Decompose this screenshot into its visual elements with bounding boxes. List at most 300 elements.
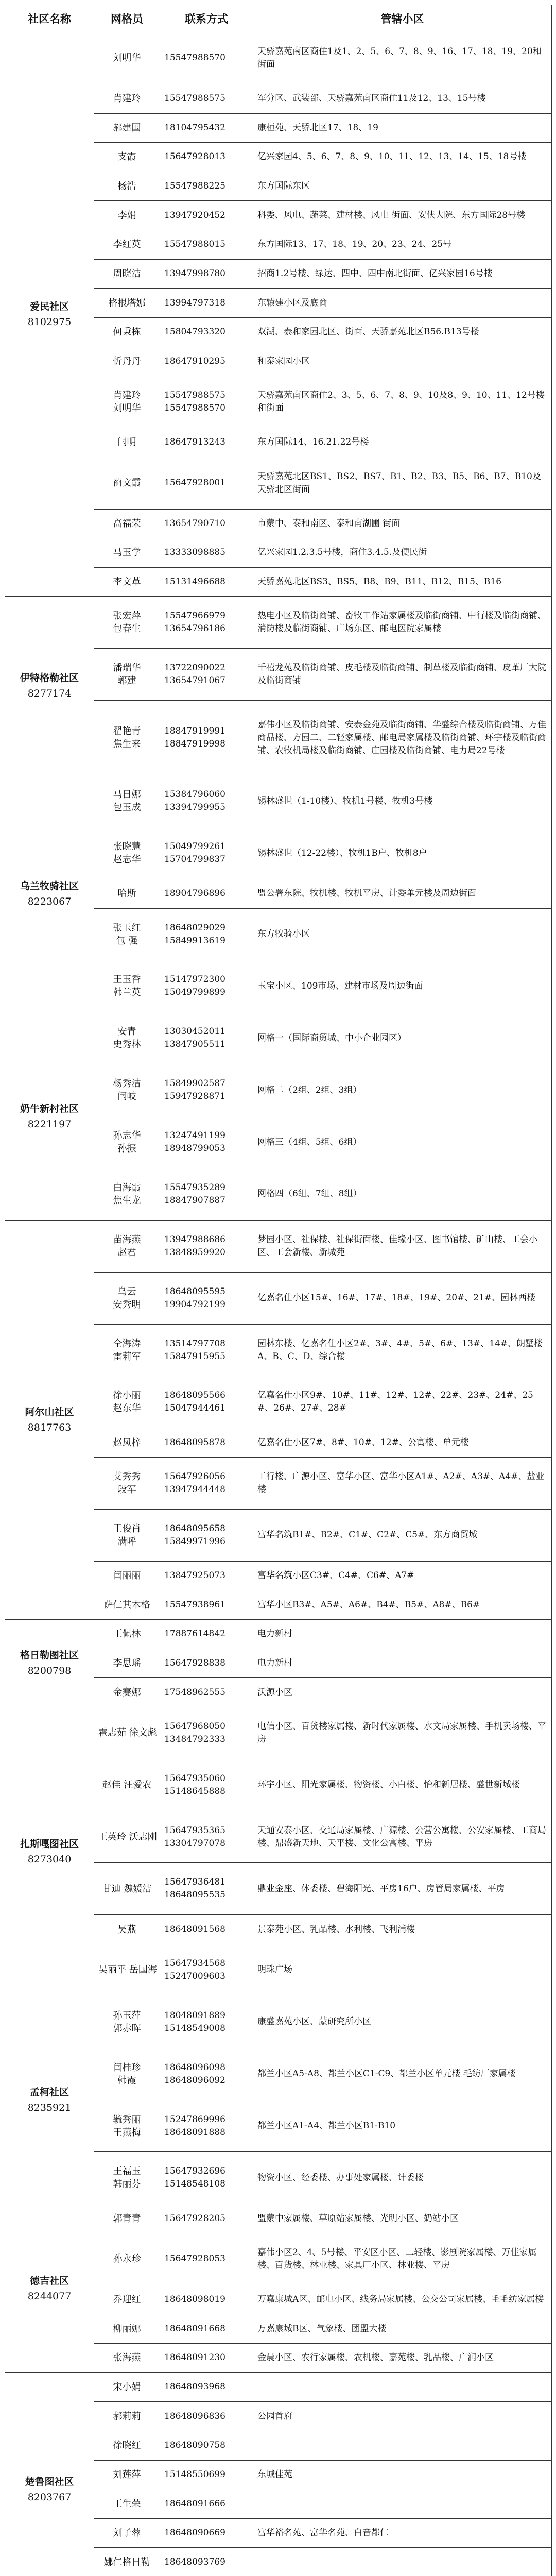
phone-number: 18648091568 — [164, 1924, 225, 1935]
grid-staff-name: 赵君 — [117, 1247, 136, 1258]
grid-staff-cell — [94, 2460, 160, 2489]
grid-staff-cell — [94, 879, 160, 908]
managed-area-cell: 万嘉康城B区、气象楼、团盟大楼 — [253, 2314, 552, 2344]
phone-number: 13994797318 — [164, 297, 225, 308]
table-row — [5, 775, 552, 827]
phone-number: 17548962555 — [164, 1687, 225, 1698]
grid-staff-name: 金赛娜 — [113, 1687, 141, 1698]
grid-staff-name: 郭赤晖 — [113, 2023, 141, 2034]
grid-staff-cell — [94, 1168, 160, 1220]
managed-area-cell: 环宇小区、阳光家属楼、物资楼、小白楼、怡和新居楼、盛世新城楼 — [253, 1759, 552, 1811]
managed-area-cell — [253, 2548, 552, 2576]
grid-staff-cell — [94, 2152, 160, 2204]
managed-area-cell: 东辕建小区及底商 — [253, 289, 552, 318]
community-cell — [5, 597, 94, 775]
table-row — [5, 1619, 552, 1649]
managed-area-cell: 双湖、泰和家园北区、街面、天骄嘉苑北区B56.B13号楼 — [253, 317, 552, 347]
managed-area-cell: 锡林盛世（1-10楼）、牧机1号楼、牧机3号楼 — [253, 775, 552, 827]
grid-staff-name: 苗海燕 — [113, 1234, 141, 1245]
grid-staff-cell — [94, 1707, 160, 1759]
phone-number: 18648091666 — [164, 2498, 225, 2509]
phone-number: 15849971996 — [164, 1536, 225, 1547]
grid-staff-cell — [94, 1649, 160, 1678]
phone-number: 13722090022 — [164, 663, 225, 673]
grid-staff-name: 刘子蓉 — [113, 2528, 141, 2539]
community-phone-code: 8235921 — [27, 2102, 72, 2114]
managed-area-cell: 物资小区、经委楼、办事处家属楼、计委楼 — [253, 2152, 552, 2204]
grid-staff-cell — [94, 2518, 160, 2548]
phone-number: 18847919998 — [164, 739, 225, 750]
grid-staff-cell — [94, 2204, 160, 2233]
managed-area-cell: 网格一（国际商贸城、中小企业园区） — [253, 1012, 552, 1064]
grid-staff-name: 娜仁格日勒 — [103, 2556, 150, 2568]
community-phone-code: 8102975 — [27, 316, 72, 328]
community-name: 爱民社区 — [29, 301, 69, 313]
grid-staff-cell — [94, 32, 160, 84]
phone-number: 15647934568 — [164, 1958, 225, 1969]
grid-staff-name: 史秀林 — [113, 1039, 141, 1050]
phone-number: 13947920452 — [164, 210, 225, 221]
grid-staff-name: 马日娜 — [113, 789, 141, 801]
phone-number: 15047944461 — [164, 1403, 225, 1414]
phone-number: 15804793320 — [164, 327, 225, 337]
grid-staff-cell — [94, 2548, 160, 2576]
grid-staff-cell — [94, 597, 160, 649]
phone-number: 15647928838 — [164, 1657, 225, 1668]
community-name: 阿尔山社区 — [25, 1406, 74, 1418]
phone-number: 18647910295 — [164, 355, 225, 366]
grid-staff-name: 吴燕 — [117, 1924, 136, 1935]
contact-cell — [160, 1012, 253, 1064]
grid-staff-cell — [94, 143, 160, 172]
phone-number: 15148549008 — [164, 2023, 225, 2033]
contact-cell — [160, 1561, 253, 1590]
grid-staff-name: 霍志茹 徐文彪 — [98, 1727, 157, 1739]
phone-number: 13030452011 — [164, 1026, 225, 1037]
grid-staff-name: 李娟 — [117, 210, 136, 221]
grid-staff-name: 闫桂珍 — [113, 2062, 141, 2073]
grid-staff-cell — [94, 2048, 160, 2100]
grid-staff-cell — [94, 172, 160, 201]
grid-staff-cell — [94, 113, 160, 143]
grid-staff-cell — [94, 2314, 160, 2344]
managed-area-cell: 工行楼、广源小区、富华小区、富华小区A1#、A2#、A3#、A4#、盐业楼 — [253, 1457, 552, 1509]
phone-number: 13484792333 — [164, 1734, 225, 1744]
contact-cell — [160, 2431, 253, 2460]
phone-number: 18647913243 — [164, 437, 225, 448]
contact-cell — [160, 317, 253, 347]
grid-staff-name: 甘迪 魏媛洁 — [102, 1883, 152, 1894]
community-phone-code: 8817763 — [27, 1421, 72, 1433]
contact-cell — [160, 1168, 253, 1220]
phone-number: 15947928871 — [164, 1091, 225, 1102]
grid-staff-cell — [94, 84, 160, 113]
phone-number: 18648098019 — [164, 2294, 225, 2305]
phone-number: 15148645888 — [164, 1786, 225, 1797]
contact-cell — [160, 2314, 253, 2344]
grid-staff-cell — [94, 2233, 160, 2285]
phone-number: 15131496688 — [164, 577, 225, 587]
grid-staff-name: 肖建玲 — [113, 390, 141, 401]
grid-staff-name: 王燕梅 — [113, 2127, 141, 2138]
phone-number: 18648091888 — [164, 2127, 225, 2138]
phone-number: 18648093968 — [164, 2382, 225, 2393]
phone-number: 13848959920 — [164, 1247, 225, 1258]
community-cell — [5, 2372, 94, 2576]
grid-staff-name: 杨浩 — [117, 181, 136, 192]
grid-staff-name: 乔迎红 — [113, 2294, 141, 2306]
managed-area-cell: 都兰小区A1-A4、都兰小区B1-B10 — [253, 2100, 552, 2152]
contact-cell — [160, 827, 253, 879]
grid-staff-cell — [94, 908, 160, 960]
phone-number: 18048091889 — [164, 2010, 225, 2021]
grid-staff-name: 郭青青 — [113, 2213, 141, 2224]
phone-number: 13654796186 — [164, 623, 225, 634]
grid-staff-name: 仝海涛 — [113, 1338, 141, 1349]
contact-cell — [160, 960, 253, 1012]
grid-staff-name: 马玉学 — [113, 547, 141, 558]
contact-cell — [160, 908, 253, 960]
contact-cell — [160, 113, 253, 143]
community-cell — [5, 2204, 94, 2372]
managed-area-cell: 亿嘉名仕小区7#、8#、10#、12#、公寓楼、单元楼 — [253, 1428, 552, 1458]
community-name: 伊特格勒社区 — [20, 672, 79, 684]
grid-staff-cell — [94, 775, 160, 827]
community-phone-code: 8203767 — [27, 2491, 72, 2503]
contact-cell — [160, 2402, 253, 2431]
phone-number: 18648093769 — [164, 2556, 225, 2567]
contact-cell — [160, 2518, 253, 2548]
grid-staff-name: 萨仁其木格 — [103, 1599, 150, 1611]
community-phone-code: 8221197 — [27, 1118, 72, 1130]
grid-staff-name: 宋小娟 — [113, 2382, 141, 2393]
grid-staff-name: 蔺文霞 — [113, 478, 141, 489]
grid-staff-name: 包玉成 — [113, 802, 141, 814]
grid-staff-name: 李思瑶 — [113, 1657, 141, 1669]
phone-number: 13654791067 — [164, 675, 225, 686]
grid-staff-name: 杨秀洁 — [113, 1078, 141, 1090]
managed-area-cell: 网格二（2组、2组、3组） — [253, 1064, 552, 1116]
phone-number: 13947998780 — [164, 268, 225, 279]
managed-area-cell: 富华名筑B1#、B2#、C1#、C2#、C5#、东方商贸城 — [253, 1509, 552, 1561]
grid-staff-name: 王玉香 — [113, 974, 141, 986]
managed-area-cell: 景泰苑小区、乳品楼、水利楼、飞利浦楼 — [253, 1915, 552, 1944]
contact-cell — [160, 1376, 253, 1428]
community-cell — [5, 1619, 94, 1707]
community-phone-code: 8244077 — [27, 2290, 72, 2302]
contact-cell — [160, 1324, 253, 1376]
phone-number: 17887614842 — [164, 1629, 225, 1639]
contact-cell — [160, 775, 253, 827]
community-phone-code: 8277174 — [27, 688, 72, 700]
grid-staff-cell — [94, 509, 160, 538]
contact-cell — [160, 1457, 253, 1509]
managed-area-cell: 梦园小区、社保楼、社保街面楼、佳缘小区、图书馆楼、矿山楼、工会小区、工会新楼、新城苑 — [253, 1220, 552, 1272]
grid-staff-name: 李文革 — [113, 577, 141, 588]
grid-staff-cell — [94, 1759, 160, 1811]
managed-area-cell: 亿兴家园1.2.3.5号楼，商住3.4.5.及便民街 — [253, 538, 552, 568]
grid-staff-cell — [94, 1863, 160, 1915]
grid-staff-name: 张玉红 — [113, 922, 141, 934]
grid-staff-name: 包春生 — [113, 623, 141, 635]
grid-staff-name: 包 强 — [116, 935, 138, 946]
contact-cell — [160, 347, 253, 376]
grid-staff-name: 张海燕 — [113, 2352, 141, 2364]
managed-area-cell — [253, 2431, 552, 2460]
contact-cell — [160, 32, 253, 84]
managed-area-cell: 公园首府 — [253, 2402, 552, 2431]
phone-number: 18948799053 — [164, 1143, 225, 1154]
contact-cell — [160, 1811, 253, 1863]
grid-staff-name: 徐晓红 — [113, 2440, 141, 2451]
grid-staff-cell — [94, 567, 160, 597]
managed-area-cell: 电力新村 — [253, 1619, 552, 1649]
managed-area-cell: 嘉伟小区2、4、5号楼、平安区小区、二轻楼、影剧院家属楼、万佳家属楼、百货楼、林业楼、家具厂小区、林业楼、平房 — [253, 2233, 552, 2285]
managed-area-cell: 亿嘉名仕小区15#、16#、17#、18#、19#、20#、21#、园林西楼 — [253, 1272, 552, 1324]
contact-cell — [160, 1590, 253, 1620]
community-cell — [5, 1220, 94, 1619]
grid-staff-name: 王佩林 — [113, 1629, 141, 1640]
table-row — [5, 2204, 552, 2233]
grid-staff-name: 格根塔娜 — [108, 297, 146, 309]
managed-area-cell: 园林东楼、亿嘉名仕小区2#、3#、4#、5#、6#、13#、14#、朗墅楼A、B、C、D、综合楼 — [253, 1324, 552, 1376]
managed-area-cell: 康盛嘉苑小区、蒙研究所小区 — [253, 1996, 552, 2048]
grid-staff-name: 忻丹丹 — [113, 355, 141, 367]
grid-staff-name: 孙永珍 — [113, 2253, 141, 2265]
grid-staff-name: 赵志华 — [113, 854, 141, 866]
managed-area-cell: 嘉伟小区及临街商铺、安泰金苑及临街商铺、华盛综合楼及临街商铺、万佳商品楼、方园二、二轻家属楼、邮电局家属楼及临街商铺、环宇楼及临街商铺、农牧机局楼及临街商铺、庄园楼及临街商铺、电力局22号楼 — [253, 701, 552, 775]
managed-area-cell: 玉宝小区、109市场、建材市场及周边街面 — [253, 960, 552, 1012]
contact-cell — [160, 289, 253, 318]
contact-cell — [160, 1619, 253, 1649]
grid-staff-cell — [94, 1220, 160, 1272]
managed-area-cell: 康桓苑、天骄北区17、18、19 — [253, 113, 552, 143]
grid-staff-cell — [94, 2372, 160, 2402]
managed-area-cell: 鼎业金座、体委楼、碧海阳光、平房16户、房管局家属楼、平房 — [253, 1863, 552, 1915]
grid-staff-name: 高福荣 — [113, 518, 141, 529]
grid-staff-cell — [94, 1619, 160, 1649]
managed-area-cell: 网格四（6组、7组、8组） — [253, 1168, 552, 1220]
grid-staff-cell — [94, 1678, 160, 1707]
contact-cell — [160, 1116, 253, 1168]
phone-number: 18648095595 — [164, 1286, 225, 1297]
contact-cell — [160, 567, 253, 597]
phone-number: 15049799899 — [164, 987, 225, 998]
managed-area-cell: 明珠广场 — [253, 1944, 552, 1996]
grid-staff-name: 安青 — [117, 1026, 136, 1038]
phone-number: 15647928001 — [164, 478, 225, 488]
phone-number: 15148548108 — [164, 2179, 225, 2190]
phone-number: 15547988570 — [164, 53, 225, 63]
managed-area-cell: 盟蒙中家属楼、草原站家属楼、光明小区、奶站小区 — [253, 2204, 552, 2233]
phone-number: 15147972300 — [164, 974, 225, 985]
managed-area-cell: 和泰家园小区 — [253, 347, 552, 376]
managed-area-cell: 天骄嘉苑北区BS1、BS2、BS7、B1、B2、B3、B5、B6、B7、B10及天骄北区街面 — [253, 457, 552, 509]
grid-staff-name: 周晓洁 — [113, 268, 141, 279]
table-row — [5, 1996, 552, 2048]
phone-number: 13333098885 — [164, 547, 225, 558]
phone-number: 15849902587 — [164, 1078, 225, 1089]
phone-number: 15647935365 — [164, 1825, 225, 1836]
grid-staff-name: 郭建 — [117, 675, 136, 687]
contact-cell — [160, 2460, 253, 2489]
contact-cell — [160, 1707, 253, 1759]
managed-area-cell: 沃源小区 — [253, 1678, 552, 1707]
phone-number: 13514797708 — [164, 1338, 225, 1349]
table-row — [5, 597, 552, 649]
grid-staff-name: 孙玉萍 — [113, 2010, 141, 2021]
phone-number: 13394799955 — [164, 802, 225, 813]
managed-area-cell: 千禧龙苑及临街商铺、皮毛楼及临街商铺、制革楼及临街商铺、皮革厂大院及临街商铺 — [253, 649, 552, 701]
grid-staff-name: 韩丽芬 — [113, 2179, 141, 2190]
grid-staff-name: 韩霞 — [117, 2075, 136, 2086]
grid-staff-name: 安秀明 — [113, 1299, 141, 1310]
managed-area-cell: 都兰小区A5-A8、都兰小区C1-C9、都兰小区单元楼 毛纺厂家属楼 — [253, 2048, 552, 2100]
table-header-row — [5, 5, 552, 32]
community-phone-code: 8200798 — [27, 1665, 72, 1677]
grid-staff-name: 乌云 — [117, 1286, 136, 1297]
managed-area-cell: 天骄嘉苑南区商住1及1、2、5、6、7、8、9、16、17、18、19、20和街面 — [253, 32, 552, 84]
phone-number: 18648095658 — [164, 1523, 225, 1534]
phone-number: 15247869996 — [164, 2114, 225, 2125]
grid-staff-name: 吴丽平 岳国海 — [98, 1964, 157, 1976]
managed-area-cell: 东城佳苑 — [253, 2460, 552, 2489]
grid-staff-cell — [94, 1996, 160, 2048]
header-managed-areas: 管辖小区 — [253, 5, 552, 32]
managed-area-cell: 富华小区B3#、A5#、A6#、B4#、B5#、A8#、B6# — [253, 1590, 552, 1620]
contact-cell — [160, 2372, 253, 2402]
contact-cell — [160, 2048, 253, 2100]
phone-number: 15247009603 — [164, 1971, 225, 1981]
table-row — [5, 1012, 552, 1064]
contact-cell — [160, 2548, 253, 2576]
contact-cell — [160, 1759, 253, 1811]
phone-number: 18648096092 — [164, 2075, 225, 2086]
managed-area-cell: 电信小区、百货楼家属楼、新时代家属楼、水文局家属楼、手机卖场楼、平房 — [253, 1707, 552, 1759]
grid-staff-name: 韩兰英 — [113, 987, 141, 998]
grid-staff-name: 何秉栋 — [113, 327, 141, 338]
grid-staff-name: 王俊肖 — [113, 1523, 141, 1534]
grid-staff-name: 张晓慧 — [113, 841, 141, 853]
community-cell — [5, 1707, 94, 1996]
grid-staff-name: 焦生来 — [113, 739, 141, 750]
grid-staff-cell — [94, 259, 160, 289]
grid-staff-name: 刘明华 — [113, 403, 141, 414]
contact-cell — [160, 1064, 253, 1116]
managed-area-cell: 亿兴家园4、5、6、7、8、9、10、11、12、13、14、15、18号楼 — [253, 143, 552, 172]
managed-area-cell: 富华名筑小区C3#、C4#、C6#、A7# — [253, 1561, 552, 1590]
phone-number: 18648096098 — [164, 2062, 225, 2073]
contact-cell — [160, 538, 253, 568]
phone-number: 13947988686 — [164, 1234, 225, 1245]
grid-staff-name: 张宏萍 — [113, 611, 141, 622]
phone-number: 15547988575 — [164, 93, 225, 104]
grid-staff-cell — [94, 289, 160, 318]
table-row — [5, 32, 552, 84]
community-cell — [5, 1996, 94, 2204]
phone-number: 18904796896 — [164, 888, 225, 899]
grid-staff-cell — [94, 649, 160, 701]
grid-staff-name: 白海霞 — [113, 1182, 141, 1193]
grid-staff-cell — [94, 2489, 160, 2519]
managed-area-cell: 市蒙中、泰和南区、泰和南湖圃 街面 — [253, 509, 552, 538]
grid-staff-name: 孙振 — [117, 1143, 136, 1155]
phone-number: 15647926056 — [164, 1471, 225, 1482]
grid-staff-cell — [94, 2285, 160, 2314]
phone-number: 15647928013 — [164, 151, 225, 162]
contact-cell — [160, 457, 253, 509]
managed-area-cell: 盟公署东院、牧机楼、牧机平房、计委单元楼及周边街面 — [253, 879, 552, 908]
contact-cell — [160, 230, 253, 260]
phone-number: 15647968050 — [164, 1721, 225, 1732]
phone-number: 13847905511 — [164, 1039, 225, 1050]
phone-number: 15547988570 — [164, 403, 225, 414]
contact-cell — [160, 1220, 253, 1272]
contact-cell — [160, 259, 253, 289]
phone-number: 15704799837 — [164, 854, 225, 865]
contact-cell — [160, 1272, 253, 1324]
grid-staff-name: 闫岐 — [117, 1091, 136, 1103]
grid-staff-name: 闫丽丽 — [113, 1570, 141, 1582]
phone-number: 15647932696 — [164, 2166, 225, 2177]
managed-area-cell — [253, 2372, 552, 2402]
community-name: 乌兰牧骑社区 — [20, 880, 79, 892]
managed-area-cell: 天骄嘉苑北区BS3、BS5、B8、B9、B11、B12、B15、B16 — [253, 567, 552, 597]
managed-area-cell: 亿嘉名仕小区9#、10#、11#、12#、12#、22#、23#、24#、25#、26#、27#、28# — [253, 1376, 552, 1428]
table-body — [5, 32, 552, 2576]
grid-staff-cell — [94, 428, 160, 457]
grid-staff-name: 徐小丽 — [113, 1390, 141, 1401]
phone-number: 18648096836 — [164, 2411, 225, 2421]
grid-staff-cell — [94, 1457, 160, 1509]
contact-cell — [160, 1944, 253, 1996]
grid-staff-cell — [94, 1561, 160, 1590]
grid-staff-name: 潘瑞华 — [113, 663, 141, 674]
contact-cell — [160, 84, 253, 113]
grid-staff-cell — [94, 457, 160, 509]
phone-number: 15547935289 — [164, 1182, 225, 1193]
community-name: 德吉社区 — [29, 2275, 69, 2286]
grid-staff-name: 满呼 — [117, 1536, 136, 1547]
phone-number: 18648029029 — [164, 922, 225, 933]
table-row — [5, 1220, 552, 1272]
grid-staff-name: 刘莲萍 — [113, 2469, 141, 2480]
managed-area-cell: 金晨小区、农行家属楼、农机楼、嘉苑楼、乳品楼、广润小区 — [253, 2344, 552, 2373]
phone-number: 18847907887 — [164, 1195, 225, 1206]
managed-area-cell — [253, 2489, 552, 2519]
document-page — [5, 5, 551, 2576]
managed-area-cell: 招商1.2号楼、绿达、四中、四中南北街面、亿兴家园16号楼 — [253, 259, 552, 289]
phone-number: 18104795432 — [164, 122, 225, 133]
grid-staff-name: 闫明 — [117, 437, 136, 448]
grid-staff-cell — [94, 1376, 160, 1428]
grid-staff-cell — [94, 2431, 160, 2460]
contact-cell — [160, 201, 253, 230]
grid-staff-name: 郝莉莉 — [113, 2411, 141, 2422]
grid-staff-cell — [94, 2344, 160, 2373]
grid-staff-name: 翟艳青 — [113, 726, 141, 737]
grid-staff-name: 赵佳 汪爱农 — [102, 1780, 152, 1791]
grid-staff-name: 段军 — [117, 1484, 136, 1495]
managed-area-cell: 富华裕名苑、富华名苑、白音都仁 — [253, 2518, 552, 2548]
grid-staff-name: 柳丽娜 — [113, 2323, 141, 2334]
grid-staff-cell — [94, 2100, 160, 2152]
grid-staff-cell — [94, 960, 160, 1012]
grid-staff-name: 王生荣 — [113, 2498, 141, 2510]
community-name: 奶牛新村社区 — [20, 1103, 79, 1114]
phone-number: 15384796060 — [164, 789, 225, 800]
grid-staff-name: 毓秀丽 — [113, 2114, 141, 2125]
